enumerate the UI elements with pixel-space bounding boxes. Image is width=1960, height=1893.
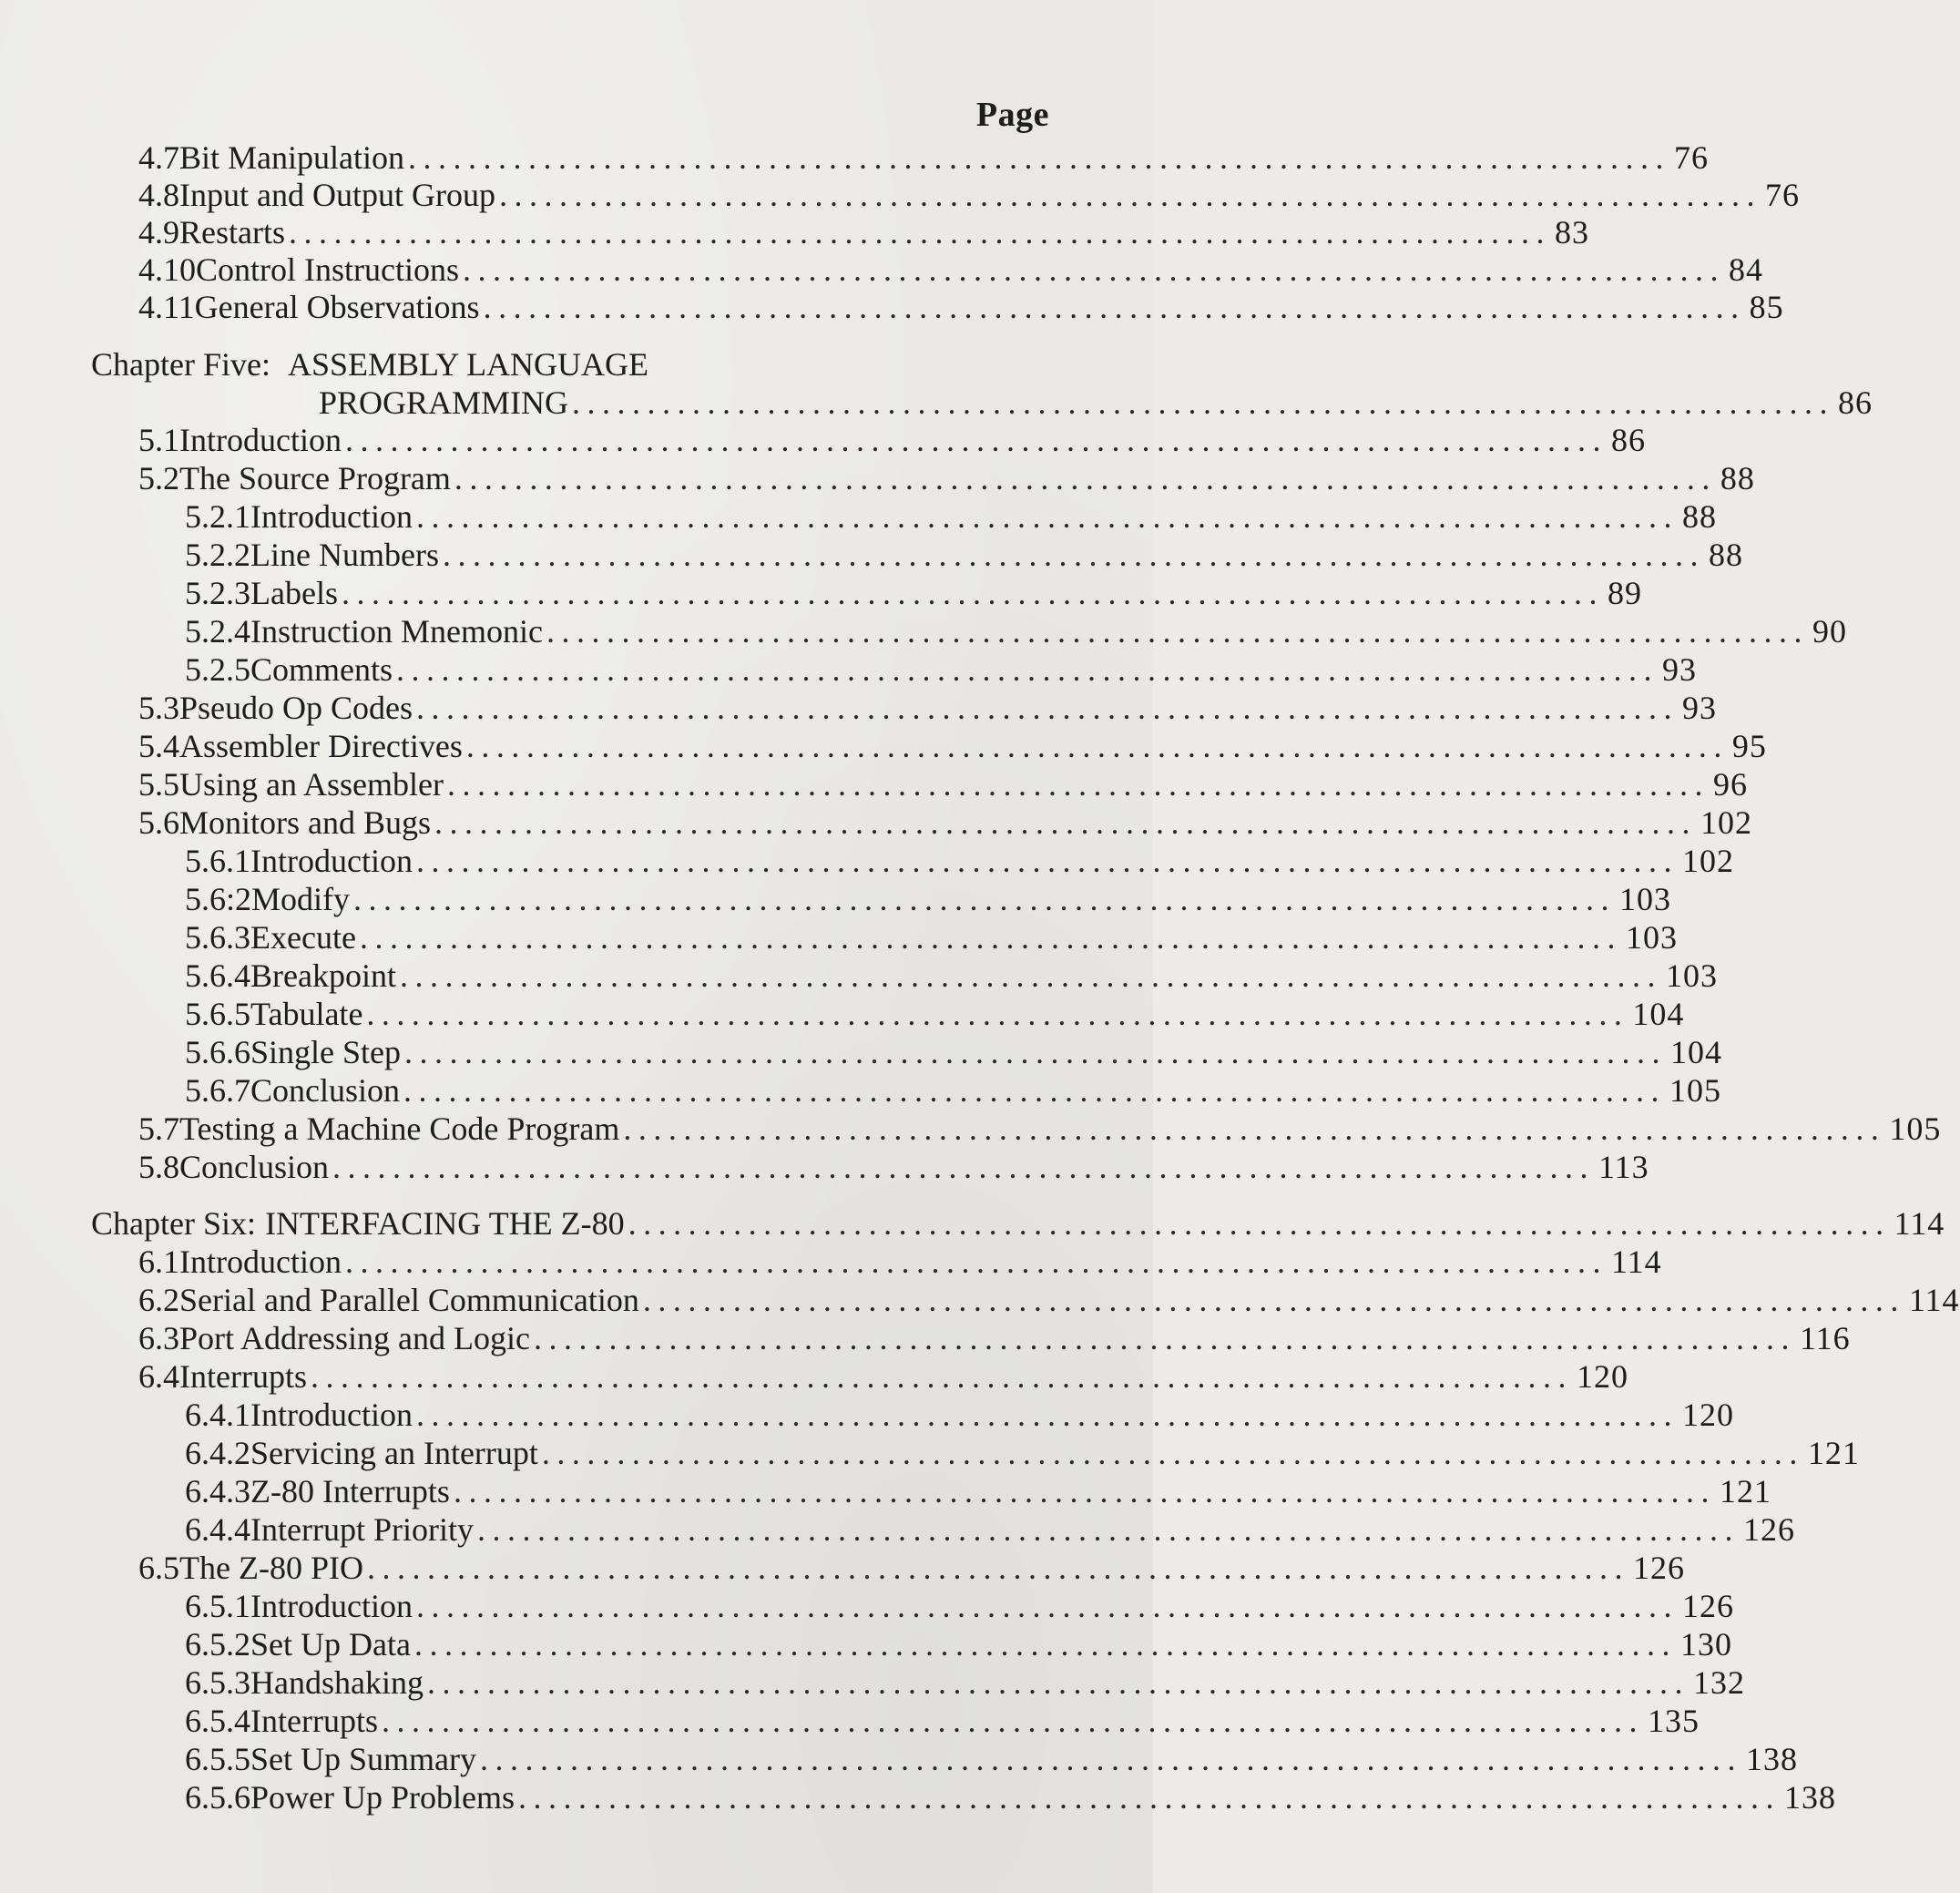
toc-entry[interactable] <box>138 1549 1685 1587</box>
section-title: Testing a Machine Code Program <box>179 1110 620 1147</box>
section-title: Input and Output Group <box>179 177 495 213</box>
page-number: 96 <box>1712 766 1748 803</box>
toc-entry[interactable] <box>185 1702 1700 1740</box>
dot-leader: .................................................................................... <box>344 1243 1608 1280</box>
toc-entry[interactable] <box>185 1587 1734 1625</box>
dot-leader: .................................................................................... <box>415 843 1679 879</box>
dot-leader: .................................................................................... <box>572 384 1835 421</box>
page-number: 130 <box>1679 1626 1732 1663</box>
section-title: Set Up Data <box>250 1626 411 1663</box>
dot-leader: .................................................................................... <box>344 422 1608 458</box>
section-number: 5.6.3 <box>185 919 250 956</box>
dot-leader: .................................................................................... <box>498 177 1761 213</box>
section-title: Modify <box>251 881 351 917</box>
page-number: 89 <box>1607 575 1642 611</box>
section-number: 5.2 <box>138 460 179 496</box>
dot-leader: .................................................................................... <box>404 1034 1668 1070</box>
toc-entry[interactable] <box>185 995 1685 1033</box>
dot-leader: .................................................................................... <box>533 1320 1796 1356</box>
section-number: 5.2.3 <box>185 575 250 611</box>
dot-leader: .................................................................................... <box>413 1626 1677 1663</box>
section-title: Z-80 Interrupts <box>250 1473 450 1509</box>
page-number: 76 <box>1764 177 1800 213</box>
dot-leader: .................................................................................... <box>415 498 1679 535</box>
section-number: 6.5.1 <box>185 1588 250 1624</box>
dot-leader: .................................................................................... <box>415 1397 1679 1433</box>
section-title: Power Up Problems <box>250 1779 515 1816</box>
toc-entry[interactable] <box>185 957 1718 995</box>
section-title: Execute <box>250 919 356 956</box>
chapter-label: Chapter Six: <box>91 1205 256 1242</box>
section-title: Introduction <box>179 422 342 458</box>
toc-entry[interactable] <box>138 421 1646 459</box>
page-number: 126 <box>1632 1550 1685 1586</box>
dot-leader: .................................................................................... <box>288 214 1551 251</box>
page-number: 114 <box>1610 1243 1662 1280</box>
page-number: 138 <box>1746 1741 1798 1777</box>
page-number: 120 <box>1576 1358 1628 1395</box>
section-number: 4.11 <box>138 289 195 325</box>
section-number: 5.8 <box>138 1149 179 1185</box>
section-number: 6.5.6 <box>185 1779 250 1816</box>
chapter-heading-six[interactable] <box>91 1204 1945 1243</box>
toc-entry[interactable] <box>185 880 1672 918</box>
section-number: 6.5.5 <box>185 1741 250 1777</box>
section-number: 6.5.2 <box>185 1626 250 1663</box>
section-number: 5.2.5 <box>185 651 250 688</box>
page-number: 132 <box>1692 1664 1745 1701</box>
dot-leader: .................................................................................... <box>518 1779 1781 1816</box>
dot-leader: .................................................................................... <box>628 1205 1891 1242</box>
page-number: 76 <box>1674 139 1709 176</box>
section-number: 4.9 <box>138 214 179 251</box>
section-title: Introduction <box>250 498 413 535</box>
section-number: 5.6.7 <box>185 1072 250 1109</box>
section-title: Introduction <box>250 1397 413 1433</box>
toc-entry[interactable] <box>185 650 1698 689</box>
section-number: 6.4.4 <box>185 1511 250 1548</box>
section-title: Serial and Parallel Communication <box>179 1282 639 1318</box>
section-number: 4.10 <box>138 251 196 288</box>
toc-entry[interactable] <box>138 803 1753 842</box>
toc-entry[interactable] <box>185 1071 1722 1110</box>
section-title: Interrupt Priority <box>250 1511 474 1548</box>
section-title: Conclusion <box>250 1072 401 1109</box>
section-title: Comments <box>250 651 393 688</box>
section-title: Control Instructions <box>196 251 459 288</box>
page-number: 114 <box>1894 1205 1945 1242</box>
dot-leader: .................................................................................... <box>403 1072 1667 1109</box>
section-number: 4.8 <box>138 177 179 213</box>
chapter-label: Chapter Five: <box>91 346 271 383</box>
page-number: 114 <box>1908 1282 1960 1318</box>
page-number: 105 <box>1889 1110 1942 1147</box>
section-number: 6.3 <box>138 1320 179 1356</box>
toc-entry[interactable] <box>185 918 1678 957</box>
toc-entry[interactable] <box>185 574 1642 612</box>
section-number: 5.2.1 <box>185 498 250 535</box>
toc-entry[interactable] <box>138 176 1800 214</box>
dot-leader: .................................................................................... <box>434 804 1698 841</box>
section-number: 6.2 <box>138 1282 179 1318</box>
section-number: 6.4.1 <box>185 1397 250 1433</box>
section-number: 5.2.4 <box>185 613 250 650</box>
page-number: 103 <box>1625 919 1678 956</box>
section-title: The Source Program <box>179 460 451 496</box>
toc-entry[interactable] <box>185 1740 1798 1778</box>
dot-leader: .................................................................................... <box>476 1511 1740 1548</box>
toc-entry[interactable] <box>138 1243 1662 1281</box>
section-title: Pseudo Op Codes <box>179 690 413 726</box>
section-number: 5.7 <box>138 1110 179 1147</box>
section-title: Tabulate <box>250 996 363 1032</box>
section-number: 6.1 <box>138 1243 179 1280</box>
section-title: Single Step <box>250 1034 402 1070</box>
dot-leader: .................................................................................... <box>462 251 1725 288</box>
toc-entry[interactable] <box>185 612 1847 650</box>
section-number: 5.6:2 <box>185 881 252 917</box>
section-title: Restarts <box>179 214 285 251</box>
dot-leader: .................................................................................... <box>310 1358 1573 1395</box>
page-number: 95 <box>1731 728 1767 764</box>
page-number: 121 <box>1807 1435 1860 1471</box>
page-number: 120 <box>1681 1397 1734 1433</box>
section-number: 6.4 <box>138 1358 179 1395</box>
dot-leader: .................................................................................... <box>408 139 1670 176</box>
toc-entry[interactable] <box>185 1510 1795 1549</box>
section-title: Bit Manipulation <box>179 139 404 176</box>
toc-entry[interactable] <box>185 1472 1771 1510</box>
page-number: 103 <box>1619 881 1672 917</box>
toc-entry[interactable] <box>138 288 1784 326</box>
section-title: Labels <box>250 575 338 611</box>
page-number: 88 <box>1720 460 1755 496</box>
chapter-title: INTERFACING THE Z-80 <box>264 1205 625 1242</box>
chapter-heading-five[interactable] <box>91 345 648 384</box>
toc-entry[interactable] <box>138 251 1763 289</box>
dot-leader: .................................................................................... <box>396 651 1659 688</box>
section-title: Instruction Mnemonic <box>250 613 543 650</box>
section-number: 5.6.6 <box>185 1034 250 1070</box>
toc-entry[interactable] <box>138 459 1755 497</box>
section-title: General Observations <box>194 289 480 325</box>
page-number: 88 <box>1681 498 1717 535</box>
section-number: 5.2.2 <box>185 537 250 573</box>
dot-leader: .................................................................................... <box>483 289 1746 325</box>
section-number: 4.7 <box>138 139 179 176</box>
section-title: Monitors and Bugs <box>179 804 432 841</box>
dot-leader: .................................................................................... <box>359 919 1622 956</box>
dot-leader: .................................................................................... <box>399 957 1662 994</box>
toc-entry[interactable] <box>138 138 1709 177</box>
section-title: The Z-80 PIO <box>179 1550 363 1586</box>
dot-leader: .................................................................................... <box>546 613 1809 650</box>
page-number: 138 <box>1784 1779 1836 1816</box>
section-title: Interrupts <box>179 1358 307 1395</box>
dot-leader: .................................................................................... <box>415 1588 1679 1624</box>
section-title: Using an Assembler <box>179 766 444 803</box>
dot-leader: .................................................................................... <box>454 460 1717 496</box>
toc-entry[interactable] <box>138 1110 1942 1148</box>
chapter-title-line1: ASSEMBLY LANGUAGE <box>287 346 649 383</box>
toc-entry[interactable] <box>138 1319 1851 1357</box>
section-title: Servicing an Interrupt <box>250 1435 538 1471</box>
toc-entry[interactable] <box>138 213 1589 251</box>
page-number: 84 <box>1728 251 1763 288</box>
dot-leader: .................................................................................... <box>442 537 1705 573</box>
page-number: 93 <box>1682 690 1718 726</box>
page-number: 85 <box>1749 289 1784 325</box>
page-number: 116 <box>1799 1320 1851 1356</box>
page-number: 126 <box>1681 1588 1734 1624</box>
toc-entry[interactable] <box>185 842 1734 880</box>
page-number: 102 <box>1681 843 1734 879</box>
page-number: 102 <box>1700 804 1753 841</box>
page-number: 90 <box>1812 613 1847 650</box>
section-number: 6.4.2 <box>185 1435 250 1471</box>
dot-leader: .................................................................................... <box>453 1473 1716 1509</box>
toc-entry[interactable] <box>185 1625 1732 1663</box>
toc-entry[interactable] <box>185 536 1743 574</box>
chapter-title-row[interactable] <box>319 384 1873 422</box>
section-title: Interrupts <box>250 1703 378 1739</box>
section-title: Handshaking <box>250 1664 424 1701</box>
toc-entry[interactable] <box>138 1281 1960 1319</box>
dot-leader: .................................................................................... <box>623 1110 1886 1147</box>
page-number: 86 <box>1610 422 1646 458</box>
section-number: 5.3 <box>138 690 179 726</box>
page-column-header: Page <box>975 96 1049 134</box>
dot-leader: .................................................................................... <box>366 1550 1629 1586</box>
section-title: Introduction <box>250 843 413 879</box>
section-number: 5.4 <box>138 728 179 764</box>
section-number: 6.5.4 <box>185 1703 250 1739</box>
section-number: 5.5 <box>138 766 179 803</box>
page-number: 86 <box>1838 384 1873 421</box>
page-number: 104 <box>1632 996 1685 1032</box>
dot-leader: .................................................................................... <box>416 690 1679 726</box>
toc-entry[interactable] <box>185 1663 1745 1702</box>
toc-entry[interactable] <box>185 497 1717 536</box>
page-number: 104 <box>1670 1034 1723 1070</box>
toc-entry[interactable] <box>138 689 1718 727</box>
toc-entry[interactable] <box>185 1434 1860 1472</box>
page-number: 135 <box>1647 1703 1700 1739</box>
dot-leader: .................................................................................... <box>480 1741 1742 1777</box>
toc-entry[interactable] <box>138 727 1767 765</box>
page-number: 126 <box>1742 1511 1795 1548</box>
section-title: Introduction <box>250 1588 413 1624</box>
section-number: 6.5 <box>138 1550 179 1586</box>
toc-entry[interactable] <box>185 1396 1734 1434</box>
dot-leader: .................................................................................... <box>366 996 1629 1032</box>
section-number: 5.6 <box>138 804 179 841</box>
page-number: 93 <box>1662 651 1698 688</box>
section-title: Set Up Summary <box>250 1741 476 1777</box>
dot-leader: .................................................................................... <box>332 1149 1596 1185</box>
dot-leader: .................................................................................... <box>381 1703 1644 1739</box>
dot-leader: .................................................................................... <box>541 1435 1804 1471</box>
dot-leader: .................................................................................... <box>341 575 1604 611</box>
section-number: 5.6.4 <box>185 957 250 994</box>
section-title: Assembler Directives <box>179 728 463 764</box>
section-title: Introduction <box>179 1243 342 1280</box>
dot-leader: .................................................................................... <box>353 881 1617 917</box>
dot-leader: .................................................................................... <box>426 1664 1689 1701</box>
toc-entry[interactable] <box>185 1778 1836 1816</box>
section-title: Conclusion <box>179 1149 330 1185</box>
chapter-title-line2: PROGRAMMING <box>319 384 569 421</box>
toc-entry[interactable] <box>138 765 1748 803</box>
section-title: Breakpoint <box>250 957 396 994</box>
section-number: 6.5.3 <box>185 1664 250 1701</box>
section-title: Port Addressing and Logic <box>179 1320 530 1356</box>
section-number: 6.4.3 <box>185 1473 250 1509</box>
page-number: 103 <box>1665 957 1718 994</box>
section-number: 5.1 <box>138 422 179 458</box>
page-number: 121 <box>1719 1473 1771 1509</box>
page-number: 88 <box>1708 537 1743 573</box>
toc-entry[interactable] <box>138 1357 1628 1396</box>
section-number: 5.6.1 <box>185 843 250 879</box>
page-number: 113 <box>1598 1149 1649 1185</box>
dot-leader: .................................................................................... <box>465 728 1729 764</box>
page-number: 83 <box>1554 214 1589 251</box>
page-number: 105 <box>1669 1072 1722 1109</box>
dot-leader: .................................................................................... <box>446 766 1710 803</box>
section-title: Line Numbers <box>250 537 439 573</box>
toc-entry[interactable] <box>185 1033 1723 1071</box>
dot-leader: .................................................................................... <box>642 1282 1905 1318</box>
section-number: 5.6.5 <box>185 996 250 1032</box>
toc-entry[interactable] <box>138 1148 1649 1186</box>
